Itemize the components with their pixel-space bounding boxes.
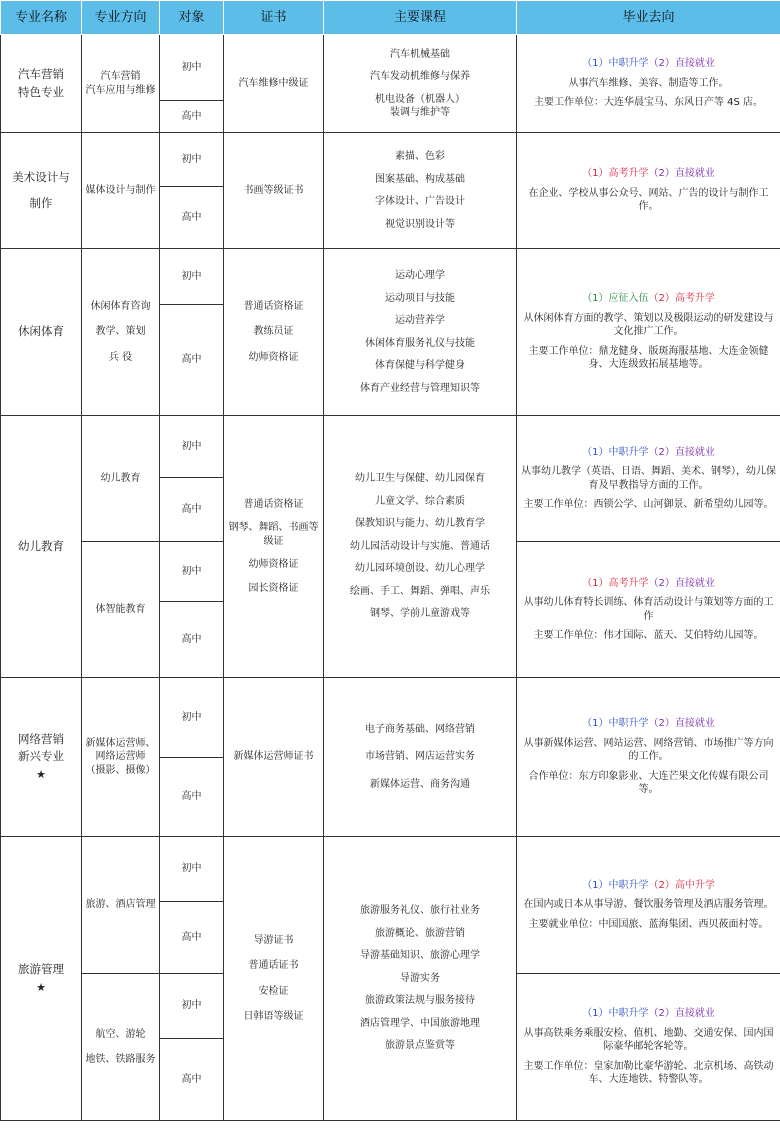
header-target: 对象	[160, 1, 224, 35]
major-art: 美术设计与 制作	[1, 133, 82, 249]
target-junior: 初中	[160, 678, 224, 758]
courses-preschool: 幼儿卫生与保健、幼儿园保育 儿童文学、综合素质 保教知识与能力、幼儿教育学 幼儿园活动设计与实施、普通话 幼儿园环境创设、幼儿心理学 绘画、手工、舞蹈、弹唱、声乐 钢琴、学前儿童游戏等	[324, 416, 517, 678]
career-art: （1）高考升学（2）直接就业 在企业、学校从事公众号、网站、广告的设计与制作工作。	[517, 133, 780, 249]
header-row	[1, 1, 780, 35]
direction-netmkt: 新媒体运营师、 网络运营师 （摄影、摄像）	[82, 678, 160, 837]
target-senior: 高中	[160, 187, 224, 249]
courses-netmkt: 电子商务基础、网络营销 市场营销、网店运营实务 新媒体运营、商务沟通	[324, 678, 517, 837]
target-senior: 高中	[160, 101, 224, 133]
courses-art: 素描、色彩 图案基础、构成基础 字体设计、广告设计 视觉识别设计等	[324, 133, 517, 249]
target-senior: 高中	[160, 902, 224, 974]
career-tourism-2: （1）中职升学（2）直接就业 从事高铁乘务乘服安检、值机、地勤、交通安保、国内国际豪华邮轮客轮等。 主要工作单位：皇家加勒比豪华游轮、北京机场、高铁动车、大连地铁、特警队等。	[517, 974, 780, 1121]
major-tourism: 旅游管理 ★	[1, 837, 82, 1121]
table-row	[1, 249, 780, 305]
table-row	[1, 35, 780, 101]
career-sport: （1）应征入伍（2）高考升学 从休闲体育方面的教学、策划以及极限运动的研发建设与文化推广工作。 主要工作单位：鼎龙健身、版斑海服基地、大连金领健身、大连级致拓展基地等。	[517, 249, 780, 416]
table-row	[1, 837, 780, 902]
career-netmkt: （1）中职升学（2）直接就业 从事新媒体运营、网站运营、网络营销、市场推广等方向的工作。 合作单位：东方印象影业、大连芒果文化传媒有限公司等。	[517, 678, 780, 837]
target-junior: 初中	[160, 249, 224, 305]
direction-preschool-1: 幼儿教育	[82, 416, 160, 542]
certs-netmkt: 新媒体运营师证书	[224, 678, 324, 837]
career-auto: （1）中职升学（2）直接就业 从事汽车维修、美容、制造等工作。 主要工作单位：大连华晨宝马、东风日产等 4S 店。	[517, 35, 780, 133]
star-icon: ★	[36, 768, 46, 782]
certs-preschool: 普通话资格证 钢琴、舞蹈、书画等级证 幼师资格证 园长资格证	[224, 416, 324, 678]
courses-tourism: 旅游服务礼仪、旅行社业务 旅游概论、旅游营销 导游基础知识、旅游心理学 导游实务 旅游政策法规与服务接待 酒店管理学、中国旅游地理 旅游景点鉴赏等	[324, 837, 517, 1121]
certs-sport: 普通话资格证 教练员证 幼师资格证	[224, 249, 324, 416]
courses-auto: 汽车机械基础 汽车发动机维修与保养 机电设备（机器人） 装调与维护等	[324, 35, 517, 133]
target-junior: 初中	[160, 35, 224, 101]
direction-auto: 汽车营销 汽车应用与维修	[82, 35, 160, 133]
header-certificate: 证书	[224, 1, 324, 35]
target-junior: 初中	[160, 974, 224, 1039]
courses-sport: 运动心理学 运动项目与技能 运动营养学 休闲体育服务礼仪与技能 体育保健与科学健身 体育产业经营与管理知识等	[324, 249, 517, 416]
target-junior: 初中	[160, 133, 224, 187]
direction-tourism-2: 航空、游轮 地铁、铁路服务	[82, 974, 160, 1121]
career-preschool-2: （1）高考升学（2）直接就业 从事幼儿体育特长训练、体育活动设计与策划等方面的工作 主要工作单位：伟才国际、蓝天、艾伯特幼儿园等。	[517, 542, 780, 678]
major-sport: 休闲体育	[1, 249, 82, 416]
certs-tourism: 导游证书 普通话证书 安检证 日韩语等级证	[224, 837, 324, 1121]
direction-preschool-2: 体智能教育	[82, 542, 160, 678]
direction-sport: 休闲体育咨询 教学、策划 兵 役	[82, 249, 160, 416]
target-senior: 高中	[160, 602, 224, 678]
star-icon: ★	[36, 980, 46, 994]
target-senior: 高中	[160, 478, 224, 542]
target-senior: 高中	[160, 1039, 224, 1121]
certs-auto: 汽车维修中级证	[224, 35, 324, 133]
certs-art: 书画等级证书	[224, 133, 324, 249]
career-tourism-1: （1）中职升学（2）高中升学 在国内或日本从事导游、餐饮服务管理及酒店服务管理。 主要就业单位：中国国旅、蓝海集团、西贝莜面村等。	[517, 837, 780, 974]
header-courses: 主要课程	[324, 1, 517, 35]
major-netmkt: 网络营销 新兴专业 ★	[1, 678, 82, 837]
target-junior: 初中	[160, 837, 224, 902]
major-auto: 汽车营销 特色专业	[1, 35, 82, 133]
table-row	[1, 678, 780, 758]
career-preschool-1: （1）中职升学（2）直接就业 从事幼儿教学（英语、日语、舞蹈、美术、钢琴），幼儿保育及早教指导方面的工作。 主要工作单位：西锁公学、山河御景、新希望幼儿园等。	[517, 416, 780, 542]
table-row	[1, 133, 780, 187]
direction-art: 媒体设计与制作	[82, 133, 160, 249]
header-career: 毕业去向	[517, 1, 780, 35]
table-row	[1, 416, 780, 478]
target-junior: 初中	[160, 416, 224, 478]
header-direction: 专业方向	[82, 1, 160, 35]
major-preschool: 幼儿教育	[1, 416, 82, 678]
direction-tourism-1: 旅游、酒店管理	[82, 837, 160, 974]
header-major: 专业名称	[1, 1, 82, 35]
target-senior: 高中	[160, 758, 224, 837]
target-junior: 初中	[160, 542, 224, 602]
target-senior: 高中	[160, 305, 224, 416]
